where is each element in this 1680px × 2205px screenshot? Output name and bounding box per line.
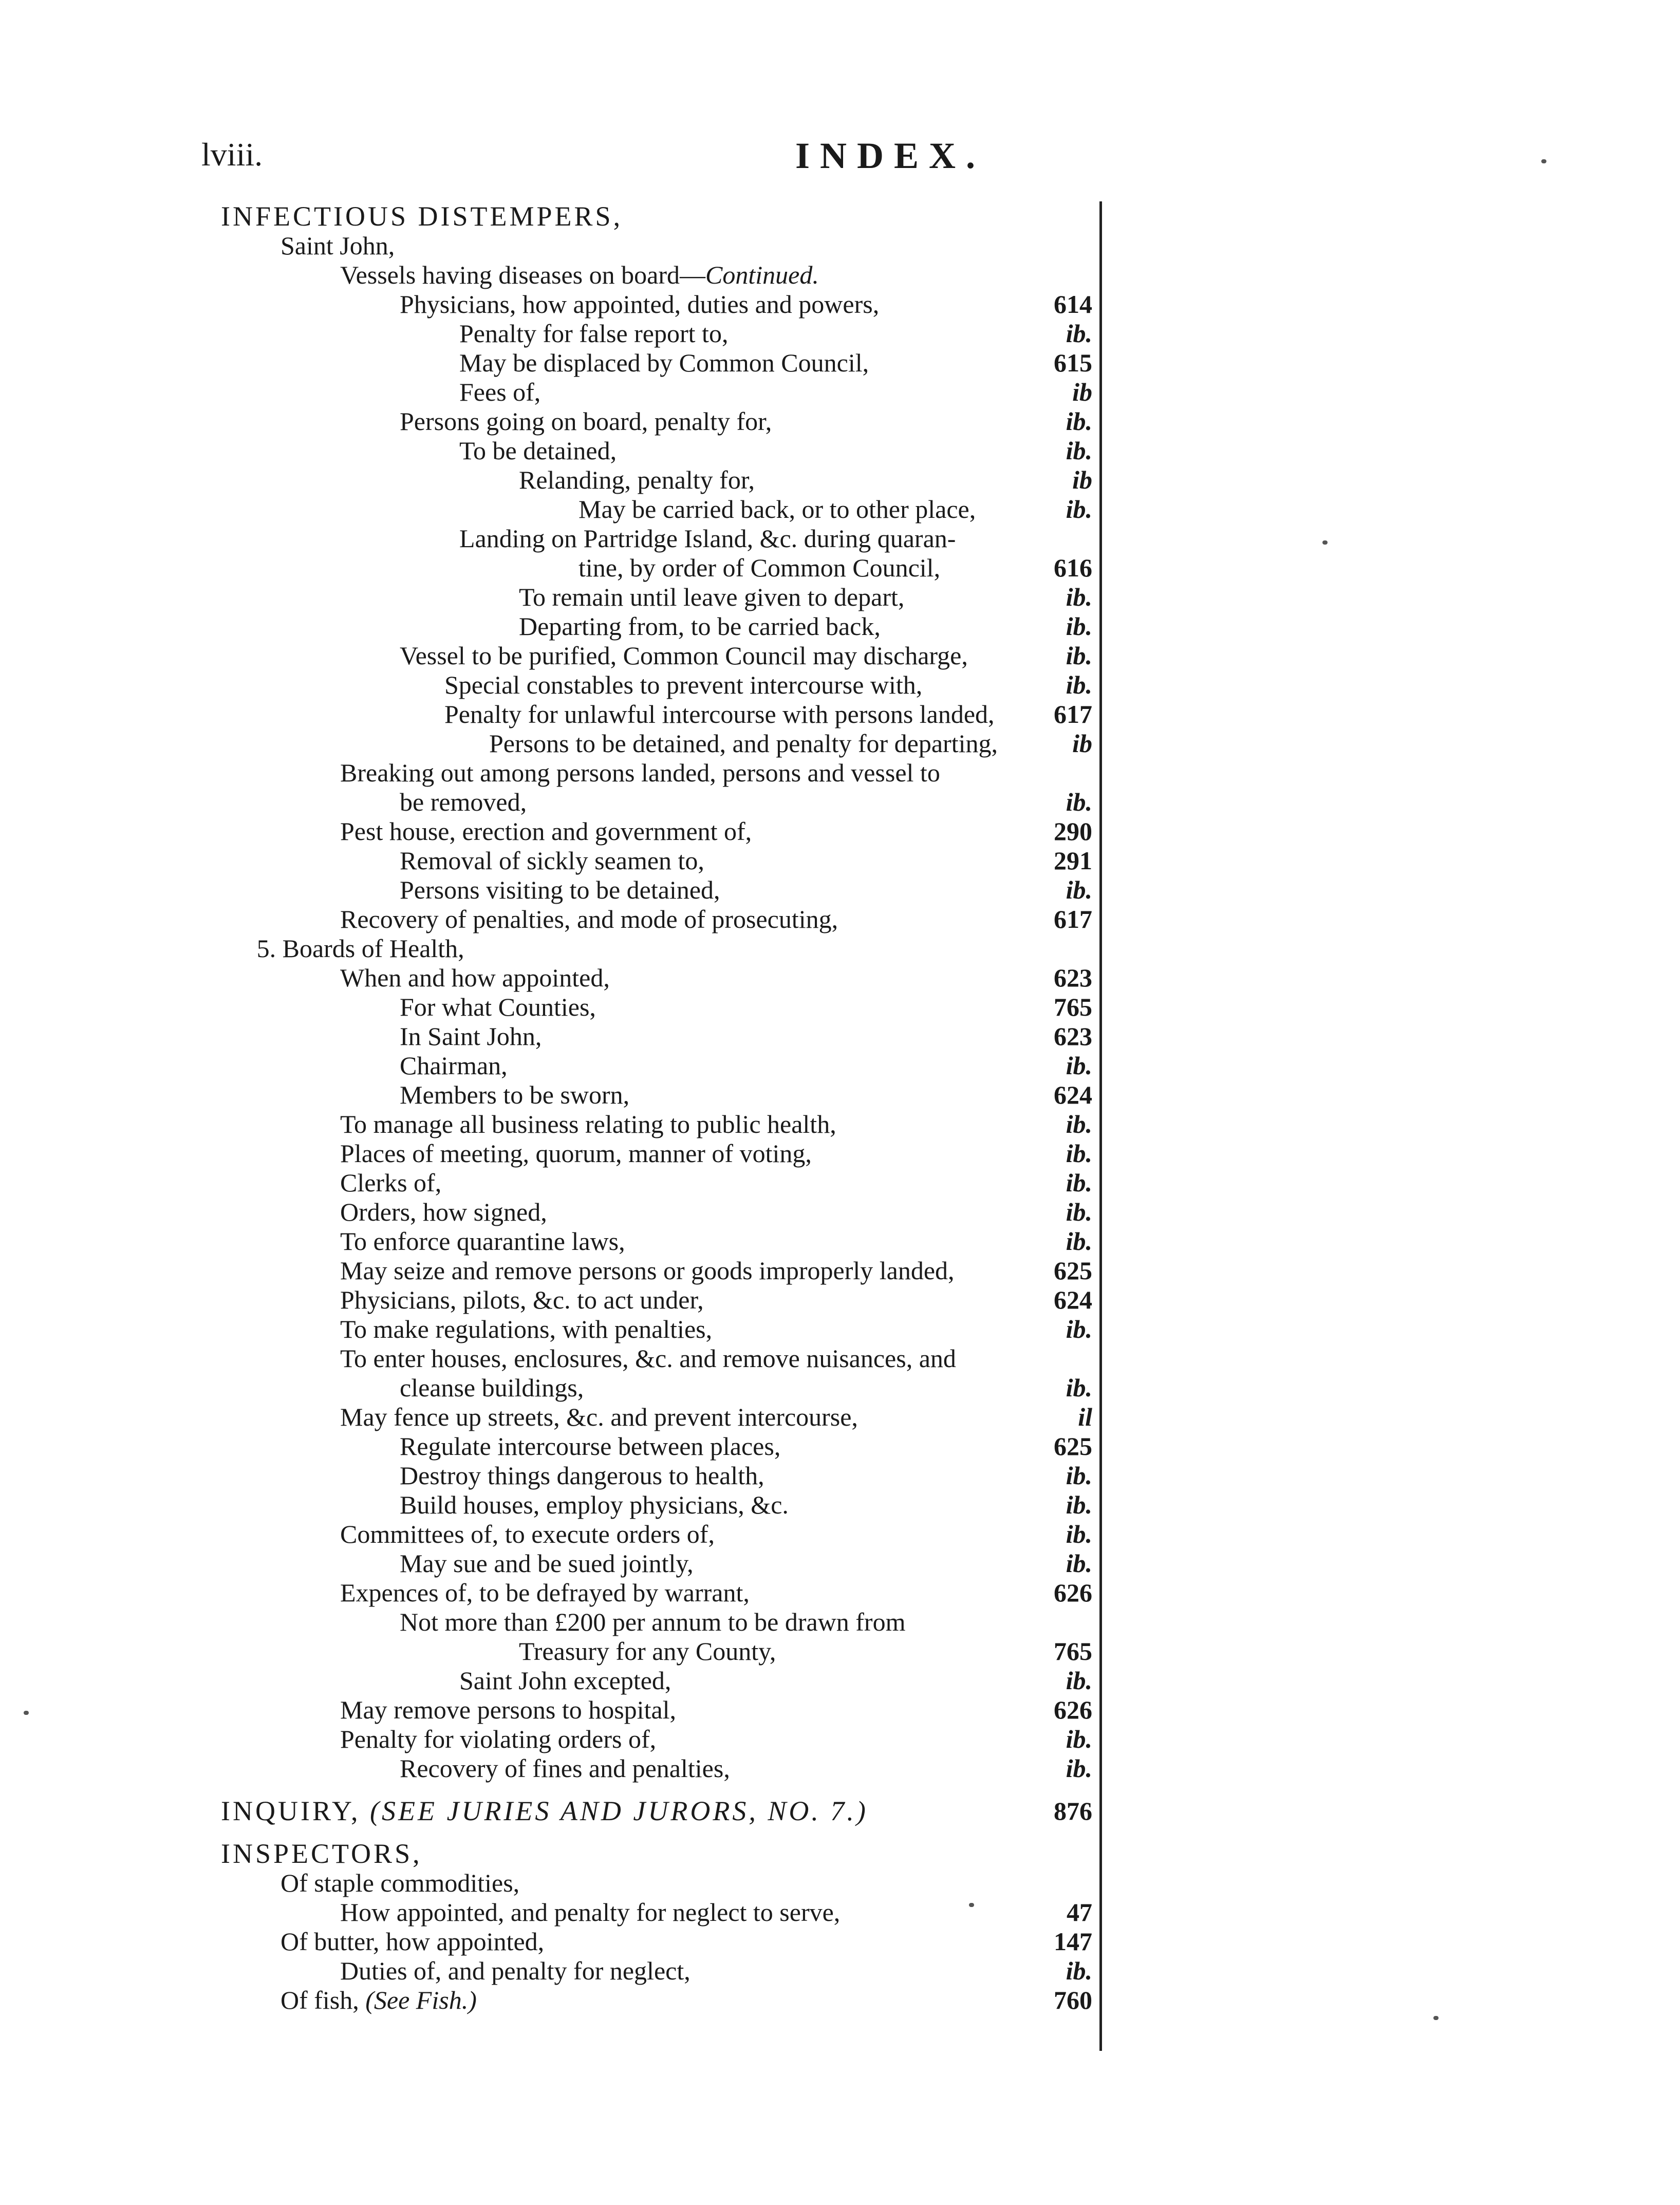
index-entry bbox=[0, 1343, 1099, 1373]
index-entry bbox=[0, 816, 1099, 846]
entry-text: May remove persons to hospital, bbox=[340, 1695, 677, 1724]
page-reference: ib. bbox=[1066, 1490, 1092, 1519]
page-reference: ib. bbox=[1066, 1666, 1092, 1695]
index-entry bbox=[0, 524, 1099, 553]
page-reference: 623 bbox=[1054, 963, 1092, 992]
entry-text: In Saint John, bbox=[400, 1022, 542, 1051]
page-reference: ib. bbox=[1066, 1315, 1092, 1343]
index-entry bbox=[0, 933, 1099, 963]
entry-text: Removal of sickly seamen to, bbox=[400, 846, 704, 875]
index-entry bbox=[0, 348, 1099, 378]
entry-text: Vessels having diseases on board—Continued. bbox=[340, 260, 819, 289]
index-entry bbox=[0, 1985, 1099, 2015]
index-entry bbox=[0, 846, 1099, 875]
page-reference: 765 bbox=[1054, 1637, 1092, 1666]
entry-text: Persons visiting to be detained, bbox=[400, 875, 720, 904]
entry-text: For what Counties, bbox=[400, 993, 596, 1021]
index-entry bbox=[0, 406, 1099, 436]
page-reference: 47 bbox=[1067, 1898, 1092, 1927]
index-entry bbox=[0, 611, 1099, 641]
page-reference: 624 bbox=[1054, 1080, 1092, 1109]
index-entry bbox=[0, 1197, 1099, 1227]
entry-text: Of fish, (See Fish.) bbox=[281, 1986, 477, 2014]
page-reference: ib bbox=[1072, 378, 1092, 406]
index-entry bbox=[0, 1868, 1099, 1898]
page-reference: ib. bbox=[1066, 1168, 1092, 1197]
page-reference: ib. bbox=[1066, 1549, 1092, 1578]
stray-mark bbox=[969, 1903, 974, 1907]
entry-text: Expences of, to be defrayed by warrant, bbox=[340, 1578, 750, 1607]
entry-text: Penalty for unlawful intercourse with persons landed, bbox=[444, 700, 995, 728]
page-reference: 617 bbox=[1054, 700, 1092, 728]
entry-text: Vessel to be purified, Common Council may discharge, bbox=[400, 641, 968, 670]
page-reference: 614 bbox=[1054, 290, 1092, 319]
index-entry bbox=[0, 1927, 1099, 1956]
entry-text: Saint John excepted, bbox=[459, 1666, 671, 1695]
see-reference: (See Fish.) bbox=[365, 1986, 477, 2014]
page-reference: ib. bbox=[1066, 1754, 1092, 1783]
page-reference: 623 bbox=[1054, 1022, 1092, 1051]
entry-text: Not more than £200 per annum to be drawn from bbox=[400, 1608, 906, 1636]
page-reference: ib. bbox=[1066, 1139, 1092, 1168]
page-reference: 876 bbox=[1054, 1797, 1092, 1825]
page-reference: ib. bbox=[1066, 495, 1092, 524]
index-entry bbox=[0, 699, 1099, 729]
entry-text: Special constables to prevent intercourse with, bbox=[444, 670, 923, 699]
page-reference: 626 bbox=[1054, 1695, 1092, 1724]
entry-text: Departing from, to be carried back, bbox=[519, 612, 881, 641]
entry-text: Physicians, how appointed, duties and powers, bbox=[400, 290, 880, 319]
entry-text: INSPECTORS, bbox=[221, 1838, 422, 1869]
index-entry bbox=[0, 1519, 1099, 1549]
index-entry bbox=[0, 875, 1099, 905]
index-entry bbox=[0, 1168, 1099, 1198]
page-reference: ib. bbox=[1066, 1373, 1092, 1402]
page-reference: 625 bbox=[1054, 1256, 1092, 1285]
page-reference: 147 bbox=[1054, 1927, 1092, 1956]
page-reference: 290 bbox=[1054, 817, 1092, 846]
page-reference: ib. bbox=[1066, 407, 1092, 436]
entry-text: Of staple commodities, bbox=[281, 1868, 520, 1897]
index-entry bbox=[0, 1724, 1099, 1754]
index-heading bbox=[0, 1839, 1099, 1868]
entry-text: Pest house, erection and government of, bbox=[340, 817, 752, 846]
entry-text: Breaking out among persons landed, persons and vessel to bbox=[340, 758, 940, 787]
index-entry bbox=[0, 1080, 1099, 1110]
index-entry bbox=[0, 963, 1099, 993]
entry-text: Clerks of, bbox=[340, 1168, 442, 1197]
index-entry bbox=[0, 1226, 1099, 1256]
entry-text: Penalty for violating orders of, bbox=[340, 1725, 657, 1753]
entry-text: To make regulations, with penalties, bbox=[340, 1315, 713, 1343]
index-entry bbox=[0, 1666, 1099, 1695]
page-reference: ib. bbox=[1066, 1051, 1092, 1080]
index-entry bbox=[0, 319, 1099, 348]
entry-text: Relanding, penalty for, bbox=[519, 465, 755, 494]
entry-text: Duties of, and penalty for neglect, bbox=[340, 1956, 690, 1985]
page-reference: ib. bbox=[1066, 436, 1092, 465]
entry-text: Chairman, bbox=[400, 1051, 508, 1080]
page-reference: ib. bbox=[1066, 583, 1092, 611]
page-reference: ib. bbox=[1066, 612, 1092, 641]
page-reference: ib. bbox=[1066, 1227, 1092, 1256]
index-entry bbox=[0, 758, 1099, 788]
page-reference: ib. bbox=[1066, 1520, 1092, 1548]
entry-text: Places of meeting, quorum, manner of voting, bbox=[340, 1139, 812, 1168]
page-reference: ib. bbox=[1066, 788, 1092, 816]
index-entry bbox=[0, 494, 1099, 524]
page-reference: 616 bbox=[1054, 553, 1092, 582]
entry-text: Members to be sworn, bbox=[400, 1080, 630, 1109]
entry-text: May be displaced by Common Council, bbox=[459, 348, 869, 377]
page-number: lviii. bbox=[201, 136, 263, 173]
page-reference: 625 bbox=[1054, 1432, 1092, 1461]
index-entry bbox=[0, 436, 1099, 465]
page-reference: 615 bbox=[1054, 348, 1092, 377]
index-entry bbox=[0, 289, 1099, 319]
entry-text: Of butter, how appointed, bbox=[281, 1927, 545, 1956]
entry-text: To manage all business relating to public health, bbox=[340, 1110, 836, 1138]
index-entry bbox=[0, 1607, 1099, 1637]
page-reference: 765 bbox=[1054, 993, 1092, 1021]
entry-text: INFECTIOUS DISTEMPERS, bbox=[221, 201, 623, 232]
entry-text: be removed, bbox=[400, 788, 527, 816]
entry-text: To be detained, bbox=[459, 436, 617, 465]
entry-text: INQUIRY, (SEE JURIES AND JURORS, NO. 7.) bbox=[221, 1796, 868, 1826]
entry-text: Recovery of penalties, and mode of prosecuting, bbox=[340, 905, 838, 933]
entry-text: May fence up streets, &c. and prevent intercourse, bbox=[340, 1403, 858, 1431]
entry-text: 5. Boards of Health, bbox=[256, 934, 464, 963]
index-entry bbox=[0, 1138, 1099, 1168]
page-reference: 291 bbox=[1054, 846, 1092, 875]
index-entry bbox=[0, 992, 1099, 1022]
see-reference: (SEE JURIES AND JURORS, NO. 7.) bbox=[370, 1796, 868, 1826]
entry-text: Penalty for false report to, bbox=[459, 319, 729, 348]
entry-text: Build houses, employ physicians, &c. bbox=[400, 1490, 789, 1519]
entry-text: Persons going on board, penalty for, bbox=[400, 407, 772, 436]
entry-text: Treasury for any County, bbox=[519, 1637, 776, 1666]
entry-text: To enforce quarantine laws, bbox=[340, 1227, 625, 1256]
entry-text: May seize and remove persons or goods improperly landed, bbox=[340, 1256, 955, 1285]
index-entry bbox=[0, 465, 1099, 495]
entry-text: Saint John, bbox=[281, 231, 395, 260]
page-reference: ib. bbox=[1066, 641, 1092, 670]
entry-text: Fees of, bbox=[459, 378, 541, 406]
index-entry bbox=[0, 1285, 1099, 1315]
entry-text: Regulate intercourse between places, bbox=[400, 1432, 781, 1461]
index-entry bbox=[0, 1051, 1099, 1080]
page-reference: ib. bbox=[1066, 1110, 1092, 1138]
page-reference: ib. bbox=[1066, 1198, 1092, 1226]
entry-text: Landing on Partridge Island, &c. during quaran- bbox=[459, 524, 956, 553]
page-reference: ib. bbox=[1066, 1725, 1092, 1753]
entry-text: tine, by order of Common Council, bbox=[578, 553, 941, 582]
page-reference: ib. bbox=[1066, 319, 1092, 348]
page-reference: ib bbox=[1072, 729, 1092, 758]
index-entry bbox=[0, 1021, 1099, 1051]
index-entry bbox=[0, 1695, 1099, 1725]
index-entry bbox=[0, 260, 1099, 290]
page-reference: il bbox=[1078, 1403, 1092, 1431]
index-entry bbox=[0, 377, 1099, 407]
entry-text: Persons to be detained, and penalty for departing, bbox=[489, 729, 998, 758]
entry-text: Physicians, pilots, &c. to act under, bbox=[340, 1285, 704, 1314]
entry-text: To enter houses, enclosures, &c. and remove nuisances, and bbox=[340, 1344, 956, 1373]
index-entry bbox=[0, 670, 1099, 700]
entry-text: Destroy things dangerous to health, bbox=[400, 1461, 764, 1490]
page-reference: ib. bbox=[1066, 1461, 1092, 1490]
page-reference: ib bbox=[1072, 465, 1092, 494]
page-reference: ib. bbox=[1066, 875, 1092, 904]
continued-note: Continued. bbox=[705, 260, 819, 289]
index-entry bbox=[0, 1461, 1099, 1490]
index-entry bbox=[0, 1431, 1099, 1461]
page-reference: 626 bbox=[1054, 1578, 1092, 1607]
entry-text: Recovery of fines and penalties, bbox=[400, 1754, 730, 1783]
index-entry bbox=[0, 582, 1099, 612]
index-entry bbox=[0, 1897, 1099, 1927]
index-heading bbox=[0, 1796, 1099, 1826]
entry-text: When and how appointed, bbox=[340, 963, 610, 992]
stray-mark bbox=[1541, 159, 1546, 163]
page-reference: ib. bbox=[1066, 670, 1092, 699]
index-entry bbox=[0, 1548, 1099, 1578]
index-heading bbox=[0, 201, 1099, 231]
entry-text: cleanse buildings, bbox=[400, 1373, 584, 1402]
index-entry bbox=[0, 1402, 1099, 1432]
index-entry bbox=[0, 1256, 1099, 1285]
index-entry bbox=[0, 1578, 1099, 1608]
page-reference: ib. bbox=[1066, 1956, 1092, 1985]
stray-mark bbox=[1322, 540, 1328, 545]
stray-mark bbox=[1433, 2016, 1439, 2020]
index-entry bbox=[0, 1109, 1099, 1139]
entry-text: Orders, how signed, bbox=[340, 1198, 547, 1226]
index-entry bbox=[0, 641, 1099, 670]
index-title: INDEX. bbox=[795, 135, 986, 176]
page-reference: 624 bbox=[1054, 1285, 1092, 1314]
entry-text: May be carried back, or to other place, bbox=[578, 495, 976, 524]
page-reference: 617 bbox=[1054, 905, 1092, 933]
entry-text: May sue and be sued jointly, bbox=[400, 1549, 694, 1578]
entry-text: How appointed, and penalty for neglect to serve, bbox=[340, 1898, 841, 1927]
index-entry bbox=[0, 787, 1099, 817]
index-entry bbox=[0, 904, 1099, 934]
stray-mark bbox=[24, 1711, 29, 1715]
page-reference: 760 bbox=[1054, 1986, 1092, 2014]
entry-text: To remain until leave given to depart, bbox=[519, 583, 905, 611]
index-entry bbox=[0, 231, 1099, 260]
index-entry bbox=[0, 1373, 1099, 1403]
index-entry bbox=[0, 1490, 1099, 1520]
index-entry bbox=[0, 553, 1099, 583]
index-entry bbox=[0, 728, 1099, 758]
index-entry bbox=[0, 1636, 1099, 1666]
page-rule bbox=[1099, 201, 1102, 2051]
index-entry bbox=[0, 1753, 1099, 1783]
entry-text: Committees of, to execute orders of, bbox=[340, 1520, 715, 1548]
index-entry bbox=[0, 1956, 1099, 1986]
index-entry bbox=[0, 1314, 1099, 1344]
